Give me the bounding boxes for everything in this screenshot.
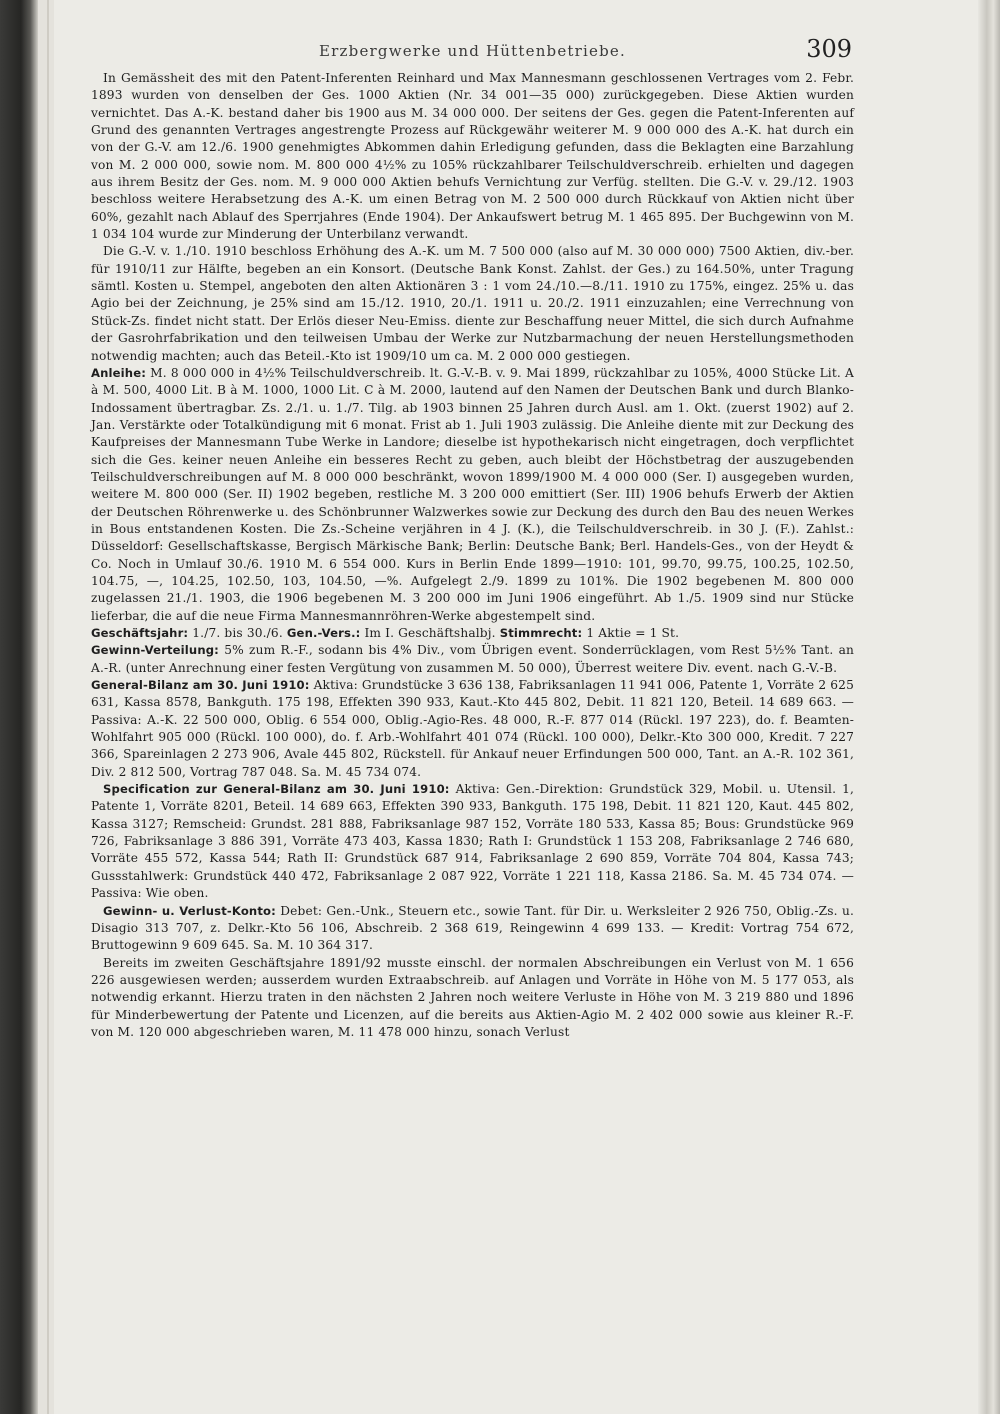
binding-fold-line: [47, 0, 49, 1414]
section-specification: [91, 781, 854, 902]
label-stimmrecht: Stimmrecht:: [499, 626, 583, 640]
page-edge-right: [978, 0, 1000, 1414]
label-specification: Specification zur General-Bilanz am 30. Juni 1910:: [103, 782, 450, 797]
label-geschaeftsjahr: Geschäftsjahr:: [91, 626, 189, 640]
section-gewinn-verlust: [91, 903, 854, 955]
text-stimmrecht: 1 Aktie = 1 St.: [586, 626, 680, 640]
body-text: [91, 70, 854, 1041]
label-general-bilanz: General-Bilanz am 30. Juni 1910:: [91, 678, 310, 693]
section-general-bilanz: [91, 677, 854, 781]
label-gen-vers: Gen.-Vers.:: [286, 626, 361, 640]
text-general-bilanz: Aktiva: Grundstücke 3 636 138, Fabriksanlagen 11 941 006, Patente 1, Vorräte 2 625 631, Kassa 8578, Bankguth. 175 198, Effekten 390 933, Kaut.-Kto 445 802, Debit. 11 821 120, Beteil. 14 689 663. — Passiva: A.-K. 22 500 000, Oblig. 6 554 000, Oblig.-Agio-Res. 48 000, R.-F. 877 014 (Rückl. 197 223), do. f. Beamten-Wohlfahrt 905 000 (Rückl. 100 000), do. f. Arb.-Wohlfahrt 401 074 (Rückl. 100 000), Delkr.-Kto 300 000, Kredit. 7 227 366, Spareinlagen 2 273 906, Avale 445 802, Rückstell. für Ankauf neuer Erfindungen 500 000, Tant. an A.-R. 102 361, Div. 2 812 500, Vortrag 787 048. Sa. M. 45 734 074.: [91, 678, 854, 779]
running-header: [91, 30, 854, 70]
text-gewinn-verlust: Debet: Gen.-Unk., Steuern etc., sowie Tant. für Dir. u. Werksleiter 2 926 750, Oblig.-Zs. u. Disagio 313 707, z. Delkr.-Kto 56 106, Abschreib. 2 368 619, Reingewinn 4 699 133. — Kredit: Vortrag 754 672, Bruttogewinn 9 609 645. Sa. M. 10 364 317.: [91, 903, 854, 953]
label-gewinn-verteilung: Gewinn-Verteilung:: [91, 643, 219, 658]
text-anleihe: M. 8 000 000 in 4½% Teilschuldverschreib. lt. G.-V.-B. v. 9. Mai 1899, rückzahlbar zu 105%, 4000 Stücke Lit. A à M. 500, 4000 Lit. B à M. 1000, 1000 Lit. C à M. 2000, lautend auf den Namen der Deutschen Bank und durch Blanko-Indossament übertragbar. Zs. 2./1. u. 1./7. Tilg. ab 1903 binnen 25 Jahren durch Ausl. am 1. Okt. (zuerst 1902) auf 2. Jan. Verstärkte oder Totalkündigung mit 6 monat. Frist ab 1. Juli 1903 zulässig. Die Anleihe diente mit zur Deckung des Kaufpreises der Mannesmann Tube Werke in Landore; dieselbe ist hypothekarisch nicht eingetragen, doch verpflichtet sich die Ges. keiner neuen Anleihe ein besseres Recht zu geben, auch bleibt der Höchstbetrag der auszugebenden Teilschuldverschreibungen auf M. 8 000 000 beschränkt, wovon 1899/1900 M. 4 000 000 (Ser. I) ausgegeben wurden, weitere M. 800 000 (Ser. II) 1902 begeben, restliche M. 3 200 000 emittiert (Ser. III) 1906 behufs Erwerb der Aktien der Deutschen Röhrenwerke u. des Schönbrunner Walzwerkes sowie zur Deckung des durch den Bau des neuen Werkes in Bous entstandenen Kosten. Die Zs.-Scheine verjähren in 4 J. (K.), die Teilschuldverschreib. in 30 J. (F.). Zahlst.: Düsseldorf: Gesellschaftskasse, Bergisch Märkische Bank; Berlin: Deutsche Bank; Berl. Handels-Ges., von der Heydt & Co. Noch in Umlauf 30./6. 1910 M. 6 554 000. Kurs in Berlin Ende 1899—1910: 101, 99.70, 99.75, 100.25, 102.50, 104.75, —, 104.25, 102.50, 103, 104.50, —%. Aufgelegt 2./9. 1899 zu 101%. Die 1902 begebenen M. 800 000 zugelassen 21./1. 1903, die 1906 begebenen M. 3 200 000 im Juni 1906 eingeführt. Ab 1./5. 1909 sind nur Stücke lieferbar, die auf die neue Firma Mannesmannröhren-Werke abgestempelt sind.: [91, 365, 854, 623]
section-geschaeftsjahr: [91, 625, 854, 642]
neighbor-page-strip: [38, 0, 54, 1414]
book-page: [91, 30, 854, 1380]
text-gen-vers: Im I. Geschäftshalbj.: [364, 626, 496, 640]
label-gewinn-verlust: Gewinn- u. Verlust-Konto:: [103, 903, 276, 918]
book-binding-shadow: [0, 0, 38, 1414]
paragraph-verluste: Bereits im zweiten Geschäftsjahre 1891/92 musste einschl. der normalen Abschreibungen ein Verlust von M. 1 656 226 ausgewiesen werden; ausserdem wurden Extraabschreib. auf Anlagen und Vorräte in Höhe von M. 5 177 053, als notwendig erkannt. Hierzu traten in den nächsten 2 Jahren noch weitere Verluste in Höhe von M. 3 219 880 und 1896 für Minderbewertung der Patente und Licenzen, auf die bereits aus Aktien-Agio M. 2 402 000 sowie aus kleiner R.-F. von M. 120 000 abgeschrieben waren, M. 11 478 000 hinzu, sonach Verlust: [91, 955, 854, 1039]
section-anleihe: [91, 365, 854, 625]
section-gewinn-verteilung: [91, 642, 854, 677]
text-geschaeftsjahr: 1./7. bis 30./6.: [192, 626, 283, 640]
text-gewinn-verteilung: 5% zum R.-F., sodann bis 4% Div., vom Übrigen event. Sonderrücklagen, vom Rest 5½% Tant. an A.-R. (unter Anrechnung einer festen Vergütung von zusammen M. 50 000), Überrest weitere Div. event. nach G.-V.-B.: [91, 643, 854, 675]
running-title: Erzbergwerke und Hüttenbetriebe.: [319, 42, 626, 60]
paragraph-kapital-history: In Gemässheit des mit den Patent-Inferenten Reinhard und Max Mannesmann geschlossenen Vertrages vom 2. Febr. 1893 wurden von denselben der Ges. 1000 Aktien (Nr. 34 001—35 000) zurückgegeben. Diese Aktien wurden vernichtet. Das A.-K. bestand daher bis 1900 aus M. 34 000 000. Der seitens der Ges. gegen die Patent-Inferenten auf Grund des genannten Vertrages angestrengte Prozess auf Rückgewähr weiterer M. 9 000 000 des A.-K. hat durch ein von der G.-V. am 12./6. 1900 genehmigtes Abkommen dahin Erledigung gefunden, dass die Beklagten eine Barzahlung von M. 2 000 000, sowie nom. M. 800 000 4½% zu 105% rückzahlbarer Teilschuldverschreib. erhielten und dagegen aus ihrem Besitz der Ges. nom. M. 9 000 000 Aktien behufs Vernichtung zur Verfüg. stellten. Die G.-V. v. 29./12. 1903 beschloss weitere Herabsetzung des A.-K. um einen Betrag von M. 2 500 000 durch Rückkauf von Aktien nicht über 60%, gezahlt nach Ablauf des Sperrjahres (Ende 1904). Der Ankaufswert betrug M. 1 465 895. Der Buchgewinn von M. 1 034 104 wurde zur Minderung der Unterbilanz verwandt.: [91, 71, 854, 242]
text-specification: Aktiva: Gen.-Direktion: Grundstück 329, Mobil. u. Utensil. 1, Patente 1, Vorräte 8201, Beteil. 14 689 663, Effekten 390 933, Bankguth. 175 198, Debit. 11 821 120, Kaut. 445 802, Kassa 3127; Remscheid: Grundst. 281 888, Fabriksanlage 987 152, Vorräte 180 533, Kassa 85; Bous: Grundstücke 969 726, Fabriksanlage 3 886 391, Vorräte 473 403, Kassa 1830; Rath I: Grundstück 1 153 208, Fabriksanlage 2 746 680, Vorräte 455 572, Kassa 544; Rath II: Grundstück 687 914, Fabriksanlage 2 690 859, Vorräte 704 804, Kassa 743; Gussstahlwerk: Grundstück 440 472, Fabriksanlage 2 087 922, Vorräte 1 221 118, Kassa 2186. Sa. M. 45 734 074. — Passiva: Wie oben.: [91, 782, 855, 901]
label-anleihe: Anleihe:: [91, 365, 146, 380]
page-number: 309: [806, 35, 852, 63]
paragraph-kapital-erhoehung: Die G.-V. v. 1./10. 1910 beschloss Erhöhung des A.-K. um M. 7 500 000 (also auf M. 30 000 000) 7500 Aktien, div.-ber. für 1910/11 zur Hälfte, begeben an ein Konsort. (Deutsche Bank Konst. Zahlst. der Ges.) zu 164.50%, unter Tragung sämtl. Kosten u. Stempel, angeboten den alten Aktionären 3 : 1 vom 24./10.—8./11. 1910 zu 175%, eingez. 25% u. das Agio bei der Zeichnung, je 25% sind am 15./12. 1910, 20./1. 1911 u. 20./2. 1911 einzuzahlen; eine Verrechnung von Stück-Zs. findet nicht statt. Der Erlös dieser Neu-Emiss. diente zur Beschaffung neuer Mittel, die sich durch Aufnahme der Gasrohrfabrikation und den teilweisen Umbau der Werke zur Nutzbarmachung der neuen Herstellungsmethoden notwendig machten; auch das Beteil.-Kto ist 1909/10 um ca. M. 2 000 000 gestiegen.: [91, 244, 854, 363]
